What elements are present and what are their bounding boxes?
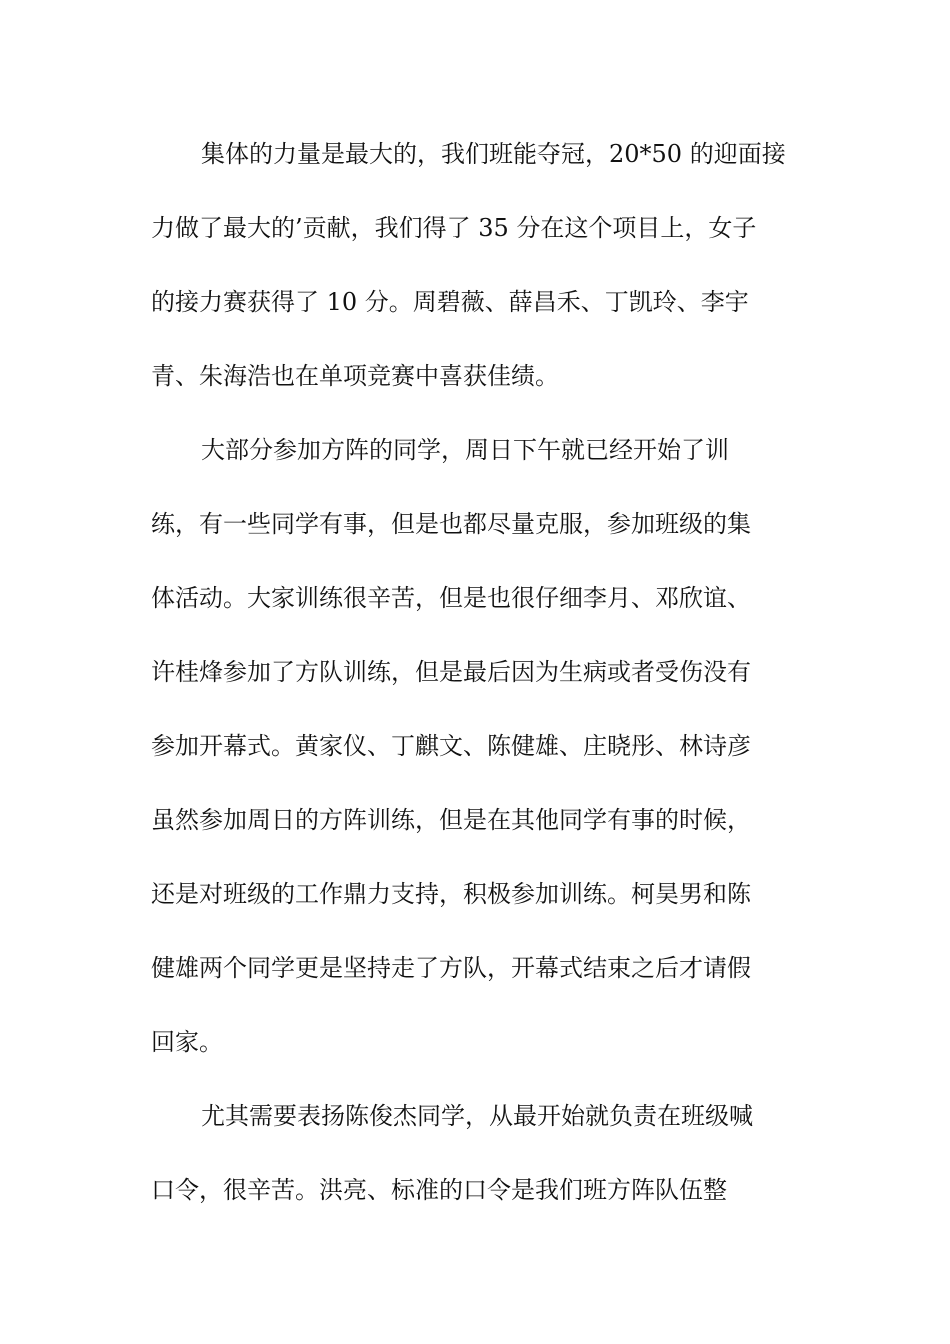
paragraph-line: 集体的力量是最大的，我们班能夺冠，20*50 的迎面接 xyxy=(201,140,786,168)
paragraph-line: 青、朱海浩也在单项竞赛中喜获佳绩。 xyxy=(151,362,559,390)
paragraph-line: 许桂烽参加了方队训练，但是最后因为生病或者受伤没有 xyxy=(151,658,751,686)
paragraph-line: 力做了最大的’贡献，我们得了 35 分在这个项目上，女子 xyxy=(151,214,757,242)
paragraph-line: 口令，很辛苦。洪亮、标准的口令是我们班方阵队伍整 xyxy=(151,1176,727,1204)
paragraph-1 xyxy=(151,117,811,413)
paragraph-line: 参加开幕式。黄家仪、丁麒文、陈健雄、庄晓彤、林诗彦 xyxy=(151,732,751,760)
paragraph-line: 体活动。大家训练很辛苦，但是也很仔细李月、邓欣谊、 xyxy=(151,584,751,612)
paragraph-line: 大部分参加方阵的同学，周日下午就已经开始了训 xyxy=(201,436,729,464)
paragraph-line: 的接力赛获得了 10 分。周碧薇、薛昌禾、丁凯玲、李宇 xyxy=(151,288,749,316)
paragraph-line: 健雄两个同学更是坚持走了方队，开幕式结束之后才请假 xyxy=(151,954,751,982)
paragraph-2 xyxy=(151,413,811,1079)
document-body xyxy=(151,117,811,1227)
paragraph-3 xyxy=(151,1079,811,1227)
paragraph-line: 虽然参加周日的方阵训练，但是在其他同学有事的时候， xyxy=(151,806,751,834)
paragraph-line: 还是对班级的工作鼎力支持，积极参加训练。柯昊男和陈 xyxy=(151,880,751,908)
paragraph-line: 尤其需要表扬陈俊杰同学，从最开始就负责在班级喊 xyxy=(201,1102,753,1130)
paragraph-line: 练，有一些同学有事，但是也都尽量克服，参加班级的集 xyxy=(151,510,751,538)
paragraph-line: 回家。 xyxy=(151,1028,223,1056)
